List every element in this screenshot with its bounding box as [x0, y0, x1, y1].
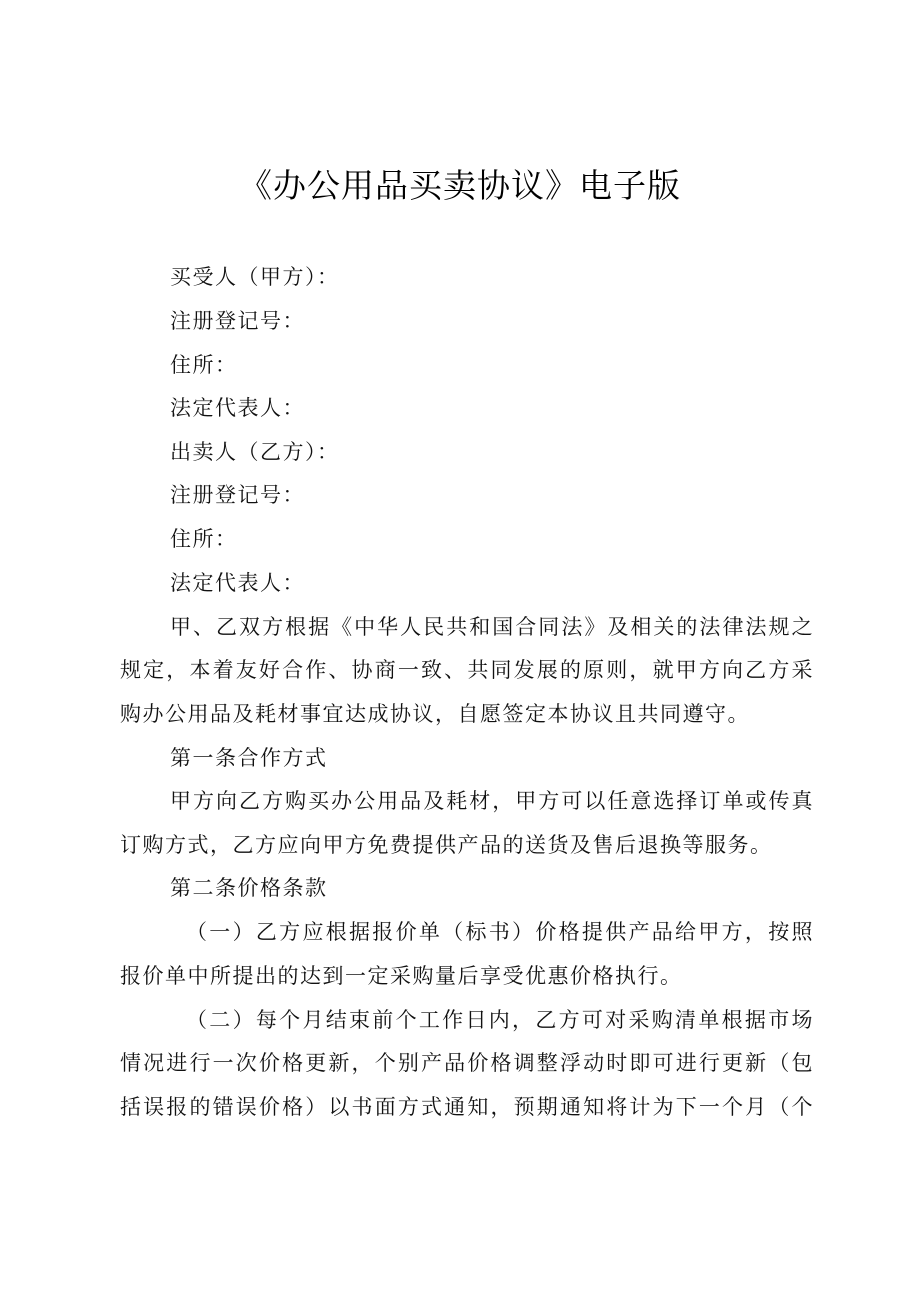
- article-2-clause-2-line: （二）每个月结束前个工作日内，乙方可对采购清单根据市场: [186, 1008, 814, 1032]
- document-title: 《办公用品买卖协议》电子版: [239, 166, 681, 205]
- article-2-clause-1-line: 报价单中所提出的达到一定采购量后享受优惠价格执行。: [120, 964, 683, 988]
- seller-registration-label: 注册登记号：: [170, 483, 305, 507]
- preamble-line: 购办公用品及耗材事宜达成协议，自愿签定本协议且共同遵守。: [120, 702, 750, 726]
- article-2-clause-2-line: 情况进行一次价格更新，个别产品价格调整浮动时即可进行更新（包: [120, 1051, 814, 1075]
- buyer-registration-label: 注册登记号：: [170, 309, 305, 333]
- buyer-representative-label: 法定代表人：: [170, 396, 305, 420]
- preamble-line: 甲、乙双方根据《中华人民共和国合同法》及相关的法律法规之: [170, 615, 814, 639]
- buyer-label: 买受人（甲方）：: [170, 265, 340, 289]
- article-1-line: 甲方向乙方购买办公用品及耗材，甲方可以任意选择订单或传真: [170, 789, 814, 813]
- buyer-address-label: 住所：: [170, 353, 238, 377]
- preamble-line: 规定，本着友好合作、协商一致、共同发展的原则，就甲方向乙方采: [120, 658, 814, 682]
- article-1-line: 订购方式，乙方应向甲方免费提供产品的送货及售后退换等服务。: [120, 833, 773, 857]
- article-2-clause-2-line: 括误报的错误价格）以书面方式通知，预期通知将计为下一个月（个: [120, 1095, 814, 1119]
- seller-representative-label: 法定代表人：: [170, 571, 305, 595]
- article-1-heading: 第一条合作方式: [170, 746, 328, 770]
- seller-label: 出卖人（乙方）：: [170, 440, 340, 464]
- article-2-heading: 第二条价格条款: [170, 876, 328, 900]
- article-2-clause-1-line: （一）乙方应根据报价单（标书）价格提供产品给甲方，按照: [186, 920, 814, 944]
- seller-address-label: 住所：: [170, 527, 238, 551]
